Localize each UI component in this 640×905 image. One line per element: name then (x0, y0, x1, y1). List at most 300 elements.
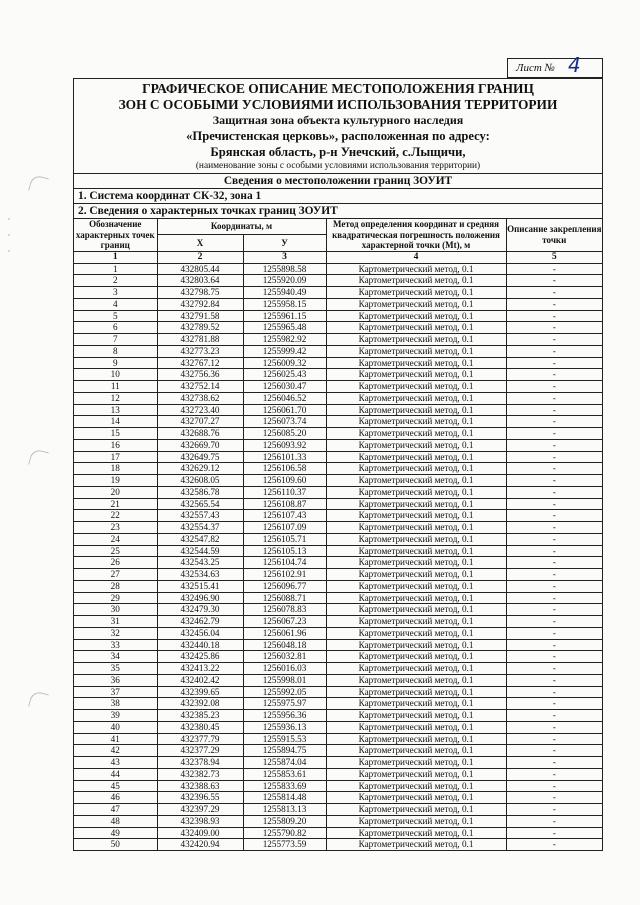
y-coordinate-cell: 1255999.42 (243, 345, 326, 357)
x-coordinate-cell: 432402.42 (157, 674, 243, 686)
y-coordinate-cell: 1255940.49 (243, 287, 326, 299)
method-cell: Картометрический метод, 0.1 (326, 733, 506, 745)
table-row (74, 498, 602, 510)
table-row (74, 322, 602, 334)
table-row (74, 733, 602, 745)
x-coordinate-cell: 432608.05 (157, 475, 243, 487)
method-cell: Картометрический метод, 0.1 (326, 475, 506, 487)
description-cell: - (506, 345, 602, 357)
point-number-cell: 42 (74, 745, 157, 757)
point-number-cell: 20 (74, 486, 157, 498)
method-cell: Картометрический метод, 0.1 (326, 792, 506, 804)
x-coordinate-cell: 432544.59 (157, 545, 243, 557)
point-number-cell: 18 (74, 463, 157, 475)
y-coordinate-cell: 1256032.81 (243, 651, 326, 663)
point-number-cell: 26 (74, 557, 157, 569)
x-coordinate-cell: 432781.88 (157, 334, 243, 346)
x-coordinate-cell: 432805.44 (157, 263, 243, 275)
table-row (74, 357, 602, 369)
method-cell: Картометрический метод, 0.1 (326, 357, 506, 369)
point-number-cell: 29 (74, 592, 157, 604)
point-number-cell: 5 (74, 310, 157, 322)
x-coordinate-cell: 432669.70 (157, 439, 243, 451)
table-row (74, 404, 602, 416)
description-cell: - (506, 569, 602, 581)
x-coordinate-cell: 432413.22 (157, 663, 243, 675)
method-cell: Картометрический метод, 0.1 (326, 334, 506, 346)
y-coordinate-cell: 1255961.15 (243, 310, 326, 322)
x-coordinate-cell: 432378.94 (157, 757, 243, 769)
point-number-cell: 2 (74, 275, 157, 287)
x-coordinate-cell: 432565.54 (157, 498, 243, 510)
description-cell: - (506, 580, 602, 592)
y-coordinate-cell: 1256016.03 (243, 663, 326, 675)
method-cell: Картометрический метод, 0.1 (326, 815, 506, 827)
binder-dot (8, 250, 10, 252)
y-coordinate-cell: 1256078.83 (243, 604, 326, 616)
method-cell: Картометрический метод, 0.1 (326, 298, 506, 310)
description-cell: - (506, 369, 602, 381)
table-row (74, 792, 602, 804)
sheet-label: Лист № (516, 62, 555, 74)
point-number-cell: 11 (74, 381, 157, 393)
point-number-cell: 19 (74, 475, 157, 487)
binder-dot (8, 218, 10, 220)
y-coordinate-cell: 1256088.71 (243, 592, 326, 604)
method-cell: Картометрический метод, 0.1 (326, 768, 506, 780)
table-row (74, 651, 602, 663)
y-coordinate-cell: 1256110.37 (243, 486, 326, 498)
y-coordinate-cell: 1255975.97 (243, 698, 326, 710)
x-coordinate-cell: 432377.79 (157, 733, 243, 745)
column-index: 3 (243, 251, 326, 263)
table-row (74, 698, 602, 710)
method-cell: Картометрический метод, 0.1 (326, 616, 506, 628)
description-cell: - (506, 510, 602, 522)
point-number-cell: 41 (74, 733, 157, 745)
description-cell: - (506, 357, 602, 369)
table-row (74, 815, 602, 827)
method-cell: Картометрический метод, 0.1 (326, 275, 506, 287)
table-row (74, 310, 602, 322)
y-coordinate-cell: 1256009.32 (243, 357, 326, 369)
zone-line-2: «Пречистенская церковь», расположенная по адресу: (186, 129, 490, 143)
y-coordinate-cell: 1256085.20 (243, 428, 326, 440)
description-cell: - (506, 827, 602, 839)
y-coordinate-cell: 1256109.60 (243, 475, 326, 487)
table-row (74, 768, 602, 780)
method-cell: Картометрический метод, 0.1 (326, 322, 506, 334)
x-coordinate-cell: 432586.78 (157, 486, 243, 498)
x-coordinate-cell: 432440.18 (157, 639, 243, 651)
description-cell: - (506, 557, 602, 569)
point-number-cell: 25 (74, 545, 157, 557)
x-coordinate-cell: 432557.43 (157, 510, 243, 522)
point-number-cell: 30 (74, 604, 157, 616)
y-coordinate-cell: 1256101.33 (243, 451, 326, 463)
x-coordinate-cell: 432543.25 (157, 557, 243, 569)
y-coordinate-cell: 1255992.05 (243, 686, 326, 698)
description-cell: - (506, 275, 602, 287)
method-cell: Картометрический метод, 0.1 (326, 569, 506, 581)
y-coordinate-cell: 1255898.58 (243, 263, 326, 275)
description-cell: - (506, 322, 602, 334)
method-cell: Картометрический метод, 0.1 (326, 663, 506, 675)
point-number-cell: 46 (74, 792, 157, 804)
description-cell: - (506, 604, 602, 616)
point-number-cell: 10 (74, 369, 157, 381)
description-cell: - (506, 592, 602, 604)
method-cell: Картометрический метод, 0.1 (326, 381, 506, 393)
point-number-cell: 37 (74, 686, 157, 698)
x-coordinate-cell: 432462.79 (157, 616, 243, 628)
table-row (74, 334, 602, 346)
table-row (74, 745, 602, 757)
point-number-cell: 44 (74, 768, 157, 780)
method-cell: Картометрический метод, 0.1 (326, 804, 506, 816)
method-cell: Картометрический метод, 0.1 (326, 651, 506, 663)
method-cell: Картометрический метод, 0.1 (326, 533, 506, 545)
point-number-cell: 43 (74, 757, 157, 769)
y-coordinate-cell: 1256104.74 (243, 557, 326, 569)
y-coordinate-cell: 1255915.53 (243, 733, 326, 745)
description-cell: - (506, 663, 602, 675)
x-coordinate-cell: 432479.30 (157, 604, 243, 616)
y-coordinate-cell: 1256096.77 (243, 580, 326, 592)
x-coordinate-cell: 432789.52 (157, 322, 243, 334)
header-x: X (157, 235, 243, 252)
description-cell: - (506, 298, 602, 310)
x-coordinate-cell: 432629.12 (157, 463, 243, 475)
y-coordinate-cell: 1256046.52 (243, 392, 326, 404)
x-coordinate-cell: 432399.65 (157, 686, 243, 698)
y-coordinate-cell: 1255958.15 (243, 298, 326, 310)
description-cell: - (506, 710, 602, 722)
point-number-cell: 9 (74, 357, 157, 369)
method-cell: Картометрический метод, 0.1 (326, 310, 506, 322)
title-line-1: ГРАФИЧЕСКОЕ ОПИСАНИЕ МЕСТОПОЛОЖЕНИЯ ГРАНИЦ (142, 81, 534, 96)
y-coordinate-cell: 1256106.58 (243, 463, 326, 475)
header-coordinates: Координаты, м (157, 219, 326, 235)
y-coordinate-cell: 1255853.61 (243, 768, 326, 780)
header-point-id: Обозначение характерных точек границ (74, 219, 157, 251)
point-number-cell: 36 (74, 674, 157, 686)
table-row (74, 428, 602, 440)
point-number-cell: 38 (74, 698, 157, 710)
x-coordinate-cell: 432420.94 (157, 839, 243, 850)
method-cell: Картометрический метод, 0.1 (326, 686, 506, 698)
table-row (74, 580, 602, 592)
method-cell: Картометрический метод, 0.1 (326, 592, 506, 604)
binder-mark (28, 174, 49, 195)
description-cell: - (506, 780, 602, 792)
method-cell: Картометрический метод, 0.1 (326, 827, 506, 839)
table-row (74, 721, 602, 733)
y-coordinate-cell: 1256061.96 (243, 627, 326, 639)
x-coordinate-cell: 432382.73 (157, 768, 243, 780)
method-cell: Картометрический метод, 0.1 (326, 345, 506, 357)
sheet-number: 4 (568, 53, 581, 77)
point-number-cell: 35 (74, 663, 157, 675)
point-number-cell: 14 (74, 416, 157, 428)
point-number-cell: 13 (74, 404, 157, 416)
description-cell: - (506, 733, 602, 745)
description-cell: - (506, 545, 602, 557)
table-row (74, 592, 602, 604)
x-coordinate-cell: 432723.40 (157, 404, 243, 416)
point-number-cell: 6 (74, 322, 157, 334)
method-cell: Картометрический метод, 0.1 (326, 639, 506, 651)
table-row (74, 757, 602, 769)
y-coordinate-cell: 1255982.92 (243, 334, 326, 346)
description-cell: - (506, 651, 602, 663)
point-number-cell: 49 (74, 827, 157, 839)
point-number-cell: 40 (74, 721, 157, 733)
point-number-cell: 27 (74, 569, 157, 581)
point-number-cell: 39 (74, 710, 157, 722)
column-index: 1 (74, 251, 157, 263)
table-row (74, 686, 602, 698)
y-coordinate-cell: 1255936.13 (243, 721, 326, 733)
subsection-coordinate-system: 1. Система координат СК-32, зона 1 (74, 189, 602, 204)
table-row (74, 569, 602, 581)
description-cell: - (506, 498, 602, 510)
y-coordinate-cell: 1256102.91 (243, 569, 326, 581)
table-row (74, 439, 602, 451)
table-row (74, 627, 602, 639)
description-cell: - (506, 768, 602, 780)
description-cell: - (506, 334, 602, 346)
description-cell: - (506, 416, 602, 428)
y-coordinate-cell: 1256108.87 (243, 498, 326, 510)
table-row (74, 287, 602, 299)
description-cell: - (506, 463, 602, 475)
binder-dot (8, 234, 10, 236)
point-number-cell: 23 (74, 522, 157, 534)
method-cell: Картометрический метод, 0.1 (326, 369, 506, 381)
document-frame (73, 78, 603, 851)
point-number-cell: 28 (74, 580, 157, 592)
table-row (74, 639, 602, 651)
point-number-cell: 12 (74, 392, 157, 404)
x-coordinate-cell: 432773.23 (157, 345, 243, 357)
description-cell: - (506, 792, 602, 804)
x-coordinate-cell: 432767.12 (157, 357, 243, 369)
point-number-cell: 4 (74, 298, 157, 310)
table-row (74, 557, 602, 569)
point-number-cell: 48 (74, 815, 157, 827)
y-coordinate-cell: 1255965.48 (243, 322, 326, 334)
x-coordinate-cell: 432385.23 (157, 710, 243, 722)
x-coordinate-cell: 432688.76 (157, 428, 243, 440)
x-coordinate-cell: 432752.14 (157, 381, 243, 393)
method-cell: Картометрический метод, 0.1 (326, 439, 506, 451)
point-number-cell: 45 (74, 780, 157, 792)
point-number-cell: 31 (74, 616, 157, 628)
method-cell: Картометрический метод, 0.1 (326, 780, 506, 792)
y-coordinate-cell: 1256105.13 (243, 545, 326, 557)
description-cell: - (506, 263, 602, 275)
point-number-cell: 7 (74, 334, 157, 346)
x-coordinate-cell: 432397.29 (157, 804, 243, 816)
description-cell: - (506, 686, 602, 698)
method-cell: Картометрический метод, 0.1 (326, 557, 506, 569)
y-coordinate-cell: 1256105.71 (243, 533, 326, 545)
point-number-cell: 15 (74, 428, 157, 440)
points-table (74, 219, 602, 850)
method-cell: Картометрический метод, 0.1 (326, 287, 506, 299)
description-cell: - (506, 522, 602, 534)
point-number-cell: 33 (74, 639, 157, 651)
point-number-cell: 24 (74, 533, 157, 545)
x-coordinate-cell: 432398.93 (157, 815, 243, 827)
x-coordinate-cell: 432496.90 (157, 592, 243, 604)
x-coordinate-cell: 432380.45 (157, 721, 243, 733)
point-number-cell: 50 (74, 839, 157, 850)
table-row (74, 369, 602, 381)
description-cell: - (506, 839, 602, 850)
description-cell: - (506, 674, 602, 686)
method-cell: Картометрический метод, 0.1 (326, 263, 506, 275)
table-row (74, 416, 602, 428)
header-method: Метод определения координат и средняя квадратическая погрешность положения характерной точки (Мt), м (326, 219, 506, 251)
table-row (74, 533, 602, 545)
column-index-row (74, 251, 602, 263)
method-cell: Картометрический метод, 0.1 (326, 522, 506, 534)
y-coordinate-cell: 1255956.36 (243, 710, 326, 722)
description-cell: - (506, 404, 602, 416)
y-coordinate-cell: 1255920.09 (243, 275, 326, 287)
point-number-cell: 16 (74, 439, 157, 451)
x-coordinate-cell: 432392.08 (157, 698, 243, 710)
y-coordinate-cell: 1255814.48 (243, 792, 326, 804)
description-cell: - (506, 287, 602, 299)
table-row (74, 475, 602, 487)
table-row (74, 545, 602, 557)
title-line-2: ЗОН С ОСОБЫМИ УСЛОВИЯМИ ИСПОЛЬЗОВАНИЯ ТЕРРИТОРИИ (118, 97, 558, 112)
method-cell: Картометрический метод, 0.1 (326, 710, 506, 722)
method-cell: Картометрический метод, 0.1 (326, 416, 506, 428)
y-coordinate-cell: 1256107.09 (243, 522, 326, 534)
description-cell: - (506, 486, 602, 498)
y-coordinate-cell: 1256093.92 (243, 439, 326, 451)
y-coordinate-cell: 1256107.43 (243, 510, 326, 522)
x-coordinate-cell: 432554.37 (157, 522, 243, 534)
table-row (74, 827, 602, 839)
description-cell: - (506, 757, 602, 769)
description-cell: - (506, 627, 602, 639)
description-cell: - (506, 439, 602, 451)
table-row (74, 839, 602, 850)
description-cell: - (506, 804, 602, 816)
table-row (74, 804, 602, 816)
description-cell: - (506, 533, 602, 545)
subsection-points: 2. Сведения о характерных точках границ ЗОУИТ (74, 204, 602, 219)
description-cell: - (506, 428, 602, 440)
description-cell: - (506, 310, 602, 322)
method-cell: Картометрический метод, 0.1 (326, 627, 506, 639)
method-cell: Картометрический метод, 0.1 (326, 463, 506, 475)
x-coordinate-cell: 432388.63 (157, 780, 243, 792)
description-cell: - (506, 616, 602, 628)
point-number-cell: 8 (74, 345, 157, 357)
x-coordinate-cell: 432409.00 (157, 827, 243, 839)
x-coordinate-cell: 432425.86 (157, 651, 243, 663)
table-row (74, 392, 602, 404)
binder-mark (28, 448, 49, 469)
zone-caption: (наименование зоны с особыми условиями использования территории) (74, 160, 602, 174)
method-cell: Картометрический метод, 0.1 (326, 392, 506, 404)
x-coordinate-cell: 432756.36 (157, 369, 243, 381)
point-number-cell: 22 (74, 510, 157, 522)
x-coordinate-cell: 432649.75 (157, 451, 243, 463)
point-number-cell: 47 (74, 804, 157, 816)
y-coordinate-cell: 1256073.74 (243, 416, 326, 428)
table-row (74, 451, 602, 463)
column-index: 5 (506, 251, 602, 263)
method-cell: Картометрический метод, 0.1 (326, 674, 506, 686)
table-row (74, 263, 602, 275)
method-cell: Картометрический метод, 0.1 (326, 404, 506, 416)
point-number-cell: 3 (74, 287, 157, 299)
point-number-cell: 21 (74, 498, 157, 510)
x-coordinate-cell: 432707.27 (157, 416, 243, 428)
table-row (74, 780, 602, 792)
y-coordinate-cell: 1256030.47 (243, 381, 326, 393)
method-cell: Картометрический метод, 0.1 (326, 545, 506, 557)
y-coordinate-cell: 1256048.18 (243, 639, 326, 651)
table-row (74, 710, 602, 722)
table-row (74, 298, 602, 310)
method-cell: Картометрический метод, 0.1 (326, 580, 506, 592)
description-cell: - (506, 392, 602, 404)
description-cell: - (506, 745, 602, 757)
point-number-cell: 1 (74, 263, 157, 275)
description-cell: - (506, 639, 602, 651)
y-coordinate-cell: 1255874.04 (243, 757, 326, 769)
y-coordinate-cell: 1255813.13 (243, 804, 326, 816)
method-cell: Картометрический метод, 0.1 (326, 757, 506, 769)
header-description: Описание закрепления точки (506, 219, 602, 251)
x-coordinate-cell: 432803.64 (157, 275, 243, 287)
table-row (74, 663, 602, 675)
table-row (74, 604, 602, 616)
description-cell: - (506, 451, 602, 463)
method-cell: Картометрический метод, 0.1 (326, 698, 506, 710)
zone-line-3: Брянская область, р-н Унечский, с.Лыщичи, (210, 145, 466, 159)
x-coordinate-cell: 432396.55 (157, 792, 243, 804)
table-row (74, 381, 602, 393)
description-cell: - (506, 475, 602, 487)
x-coordinate-cell: 432515.41 (157, 580, 243, 592)
method-cell: Картометрический метод, 0.1 (326, 839, 506, 850)
x-coordinate-cell: 432456.04 (157, 627, 243, 639)
table-row (74, 463, 602, 475)
x-coordinate-cell: 432738.62 (157, 392, 243, 404)
y-coordinate-cell: 1255894.75 (243, 745, 326, 757)
y-coordinate-cell: 1256025.43 (243, 369, 326, 381)
sheet-number-box (507, 53, 603, 78)
table-row (74, 616, 602, 628)
y-coordinate-cell: 1256061.70 (243, 404, 326, 416)
method-cell: Картометрический метод, 0.1 (326, 721, 506, 733)
column-index: 2 (157, 251, 243, 263)
binder-mark (28, 690, 49, 711)
table-row (74, 486, 602, 498)
method-cell: Картометрический метод, 0.1 (326, 486, 506, 498)
y-coordinate-cell: 1255833.69 (243, 780, 326, 792)
x-coordinate-cell: 432798.75 (157, 287, 243, 299)
